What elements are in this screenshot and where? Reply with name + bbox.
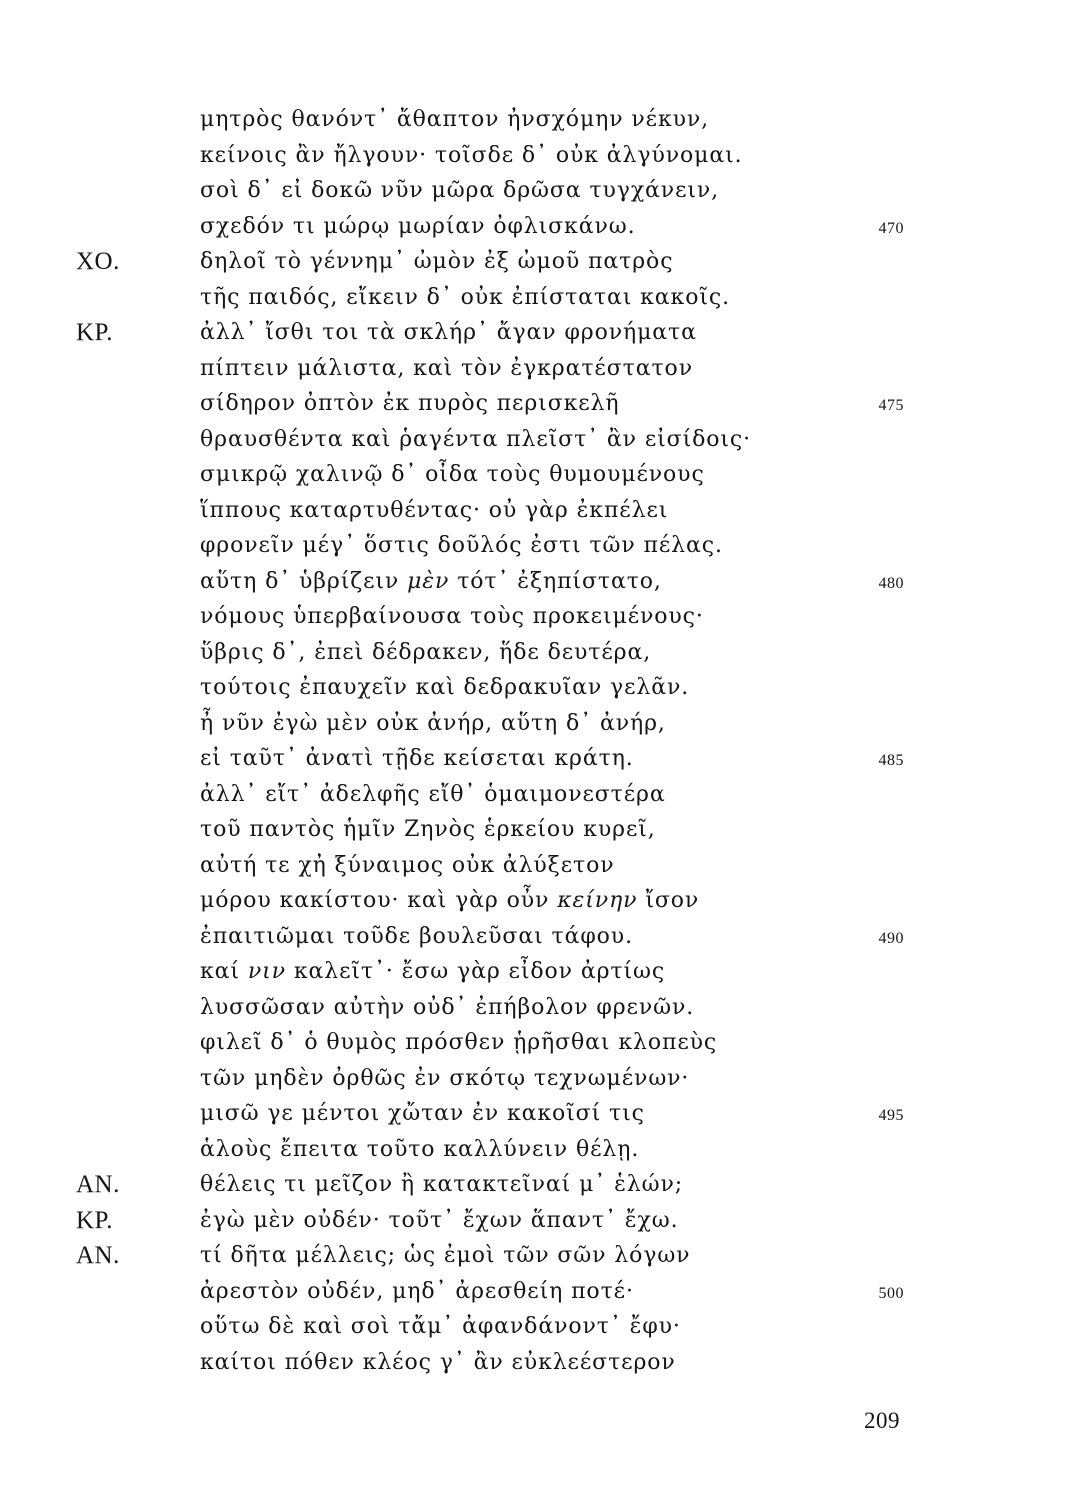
verse-text — [200, 848, 615, 884]
line-number: 490 — [878, 929, 904, 947]
verse-text-segment: θραυσθέντα καὶ ῥαγέντα πλεῖστ᾽ ἂν εἰσίδοις· — [200, 426, 752, 452]
italic-emendation: νιν — [247, 959, 286, 984]
line-number: 480 — [878, 574, 904, 592]
verse-line — [0, 599, 1072, 635]
verse-text-segment: ἀλλ᾽ ἴσθι τοι τὰ σκλήρ᾽ ἄγαν φρονήματα — [200, 320, 697, 345]
verse-text — [200, 1238, 690, 1274]
verse-text — [200, 706, 666, 742]
verse-text-segment: τῆς παιδός, εἴκειν δ᾽ οὐκ ἐπίσταται κακοῖς. — [200, 284, 730, 310]
verse-text-segment: μισῶ γε μέντοι χὤταν ἐν κακοῖσί τις — [200, 1101, 645, 1126]
verse-line — [0, 670, 1072, 706]
verse-text-segment: καί — [200, 959, 240, 984]
verse-line — [0, 706, 1072, 742]
verse-text-segment: ἦ νῦν ἐγὼ μὲν οὐκ ἀνήρ, αὕτη δ᾽ ἀνήρ, — [200, 710, 666, 736]
verse-text-segment: ὕβρις δ᾽, ἐπεὶ δέδρακεν, ἥδε δευτέρα, — [200, 639, 652, 665]
verse-text-segment: αὐτή τε χἠ ξύναιμος οὐκ ἀλύξετον — [200, 852, 615, 878]
verse-text — [200, 351, 693, 387]
verse-text — [200, 883, 699, 919]
verse-text — [200, 1203, 678, 1239]
verse-line — [0, 173, 1072, 209]
verse-text — [200, 777, 666, 813]
verse-text-segment: σοὶ δ᾽ εἰ δοκῶ νῦν μῶρα δρῶσα τυγχάνειν, — [200, 178, 720, 203]
verse-line — [0, 244, 1072, 280]
verse-text-segment: τούτοις ἐπαυχεῖν καὶ δεδρακυῖαν γελᾶν. — [200, 675, 690, 700]
verse-line — [0, 422, 1072, 458]
verse-text-segment: σχεδόν τι μώρῳ μωρίαν ὀφλισκάνω. — [200, 213, 636, 239]
verse-text-segment: ἐγὼ μὲν οὐδέν· τοῦτ᾽ ἔχων ἅπαντ᾽ ἔχω. — [200, 1207, 679, 1233]
verse-text — [200, 564, 662, 600]
verse-text — [200, 1167, 683, 1203]
verse-text — [200, 1096, 645, 1132]
verse-line — [0, 1274, 1072, 1310]
verse-text-segment: πίπτειν μάλιστα, καὶ τὸν ἐγκρατέστατον — [200, 355, 693, 381]
verse-line — [0, 1096, 1072, 1132]
verse-line — [0, 883, 1072, 919]
speaker-label: ΚΡ. — [76, 1206, 113, 1234]
verse-line — [0, 351, 1072, 387]
line-number: 470 — [878, 219, 904, 237]
verse-line — [0, 1061, 1072, 1097]
verse-text — [200, 209, 635, 245]
verse-text-segment: νόμους ὑπερβαίνουσα τοὺς προκειμένους· — [200, 604, 704, 629]
verse-line — [0, 138, 1072, 174]
page-number: 209 — [864, 1408, 900, 1433]
verse-text — [200, 1309, 681, 1345]
verse-text — [200, 1025, 717, 1061]
verse-line — [0, 493, 1072, 529]
verse-line — [0, 635, 1072, 671]
verse-text — [200, 919, 633, 955]
verse-line — [0, 457, 1072, 493]
verse-text-segment: εἰ ταῦτ᾽ ἀνατὶ τῇδε κείσεται κράτη. — [200, 746, 634, 771]
verse-text-segment: σίδηρον ὀπτὸν ἐκ πυρὸς περισκελῆ — [200, 391, 620, 416]
verse-line — [0, 386, 1072, 422]
verse-text — [200, 386, 619, 422]
verse-text — [200, 1132, 639, 1168]
verse-text-segment: τοῦ παντὸς ἡμῖν Ζηνὸς ἑρκείου κυρεῖ, — [200, 817, 656, 842]
verse-text-segment: θέλεις τι μεῖζον ἢ κατακτεῖναί μ᾽ ἑλών; — [200, 1172, 684, 1197]
verse-line — [0, 1345, 1072, 1381]
verse-text-segment: τότ᾽ ἐξηπίστατο, — [457, 568, 662, 594]
verse-text-segment: ἀλλ᾽ εἴτ᾽ ἀδελφῆς εἴθ᾽ ὁμαιμονεστέρα — [200, 781, 666, 807]
verse-line — [0, 848, 1072, 884]
verse-text-segment: οὕτω δὲ καὶ σοὶ τἄμ᾽ ἀφανδάνοντ᾽ ἔφυ· — [200, 1314, 681, 1339]
verse-block — [0, 102, 1072, 1380]
verse-text-segment: τῶν μηδὲν ὀρθῶς ἐν σκότῳ τεχνωμένων· — [200, 1065, 690, 1091]
verse-line — [0, 1167, 1072, 1203]
verse-text — [200, 741, 634, 777]
verse-line — [0, 812, 1072, 848]
verse-text — [200, 812, 656, 848]
verse-line — [0, 990, 1072, 1026]
verse-text-segment: φρονεῖν μέγ᾽ ὅστις δοῦλός ἐστι τῶν πέλας. — [200, 533, 723, 558]
verse-text-segment: ἀρεστὸν οὐδέν, μηδ᾽ ἀρεσθείη ποτέ· — [200, 1278, 634, 1304]
verse-text-segment: αὕτη δ᾽ ὑβρίζειν — [200, 568, 400, 594]
line-number: 495 — [878, 1107, 904, 1124]
line-number: 475 — [878, 397, 904, 414]
verse-text — [200, 990, 694, 1026]
verse-text — [200, 954, 665, 990]
italic-emendation: μὲν — [407, 568, 450, 594]
line-number: 500 — [878, 1284, 904, 1302]
verse-text — [200, 1274, 634, 1310]
verse-text-segment: καίτοι πόθεν κλέος γ᾽ ἂν εὐκλεέστερον — [200, 1349, 676, 1375]
verse-text — [200, 422, 751, 458]
verse-line — [0, 1203, 1072, 1239]
verse-line — [0, 741, 1072, 777]
verse-text-segment: μόρου κακίστου· καὶ γὰρ οὖν — [200, 888, 550, 913]
verse-text-segment: τί δῆτα μέλλεις; ὡς ἐμοὶ τῶν σῶν λόγων — [200, 1243, 691, 1268]
verse-line — [0, 528, 1072, 564]
verse-text-segment: μητρὸς θανόντ᾽ ἄθαπτον ἠνσχόμην νέκυν, — [200, 107, 710, 132]
verse-text — [200, 244, 673, 280]
verse-text — [200, 138, 743, 174]
verse-text-segment: φιλεῖ δ᾽ ὁ θυμὸς πρόσθεν ᾑρῆσθαι κλοπεὺς — [200, 1030, 718, 1055]
verse-text-segment: καλεῖτ᾽· ἔσω γὰρ εἶδον ἀρτίως — [293, 959, 666, 984]
verse-line — [0, 954, 1072, 990]
verse-text — [200, 493, 668, 529]
verse-text — [200, 635, 651, 671]
verse-text — [200, 102, 709, 138]
verse-line — [0, 315, 1072, 351]
verse-line — [0, 1309, 1072, 1345]
verse-text-segment: ἁλοὺς ἔπειτα τοῦτο καλλύνειν θέλῃ. — [200, 1136, 640, 1162]
verse-text-segment: κείνοις ἂν ἤλγουν· τοῖσδε δ᾽ οὐκ ἀλγύνομαι. — [200, 142, 743, 168]
speaker-label: ΚΡ. — [76, 319, 113, 346]
verse-text-segment: ἵππους καταρτυθέντας· οὐ γὰρ ἐκπέλει — [200, 497, 669, 523]
speaker-label: ΑΝ. — [76, 1171, 120, 1198]
speaker-label: ΑΝ. — [76, 1242, 120, 1269]
verse-text — [200, 173, 719, 209]
verse-line — [0, 777, 1072, 813]
verse-line — [0, 1025, 1072, 1061]
speaker-label: ΧΟ. — [76, 248, 120, 275]
verse-text — [200, 315, 697, 351]
verse-text — [200, 1345, 676, 1381]
italic-emendation: κείνην — [557, 888, 638, 913]
verse-text — [200, 528, 723, 564]
verse-line — [0, 280, 1072, 316]
verse-text-segment: ἐπαιτιῶμαι τοῦδε βουλεῦσαι τάφου. — [200, 923, 633, 949]
verse-text — [200, 457, 705, 493]
verse-line — [0, 919, 1072, 955]
verse-text — [200, 1061, 689, 1097]
verse-line — [0, 564, 1072, 600]
verse-text-segment: δηλοῖ τὸ γέννημ᾽ ὠμὸν ἐξ ὠμοῦ πατρὸς — [200, 249, 674, 274]
verse-text-segment: ἴσον — [645, 888, 700, 913]
verse-text-segment: λυσσῶσαν αὐτὴν οὐδ᾽ ἐπήβολον φρενῶν. — [200, 994, 695, 1020]
verse-text — [200, 670, 689, 706]
verse-text — [200, 599, 704, 635]
line-number: 485 — [878, 752, 904, 769]
verse-line — [0, 102, 1072, 138]
verse-line — [0, 209, 1072, 245]
verse-line — [0, 1132, 1072, 1168]
verse-text-segment: σμικρῷ χαλινῷ δ᾽ οἶδα τοὺς θυμουμένους — [200, 462, 705, 487]
verse-line — [0, 1238, 1072, 1274]
verse-text — [200, 280, 730, 316]
